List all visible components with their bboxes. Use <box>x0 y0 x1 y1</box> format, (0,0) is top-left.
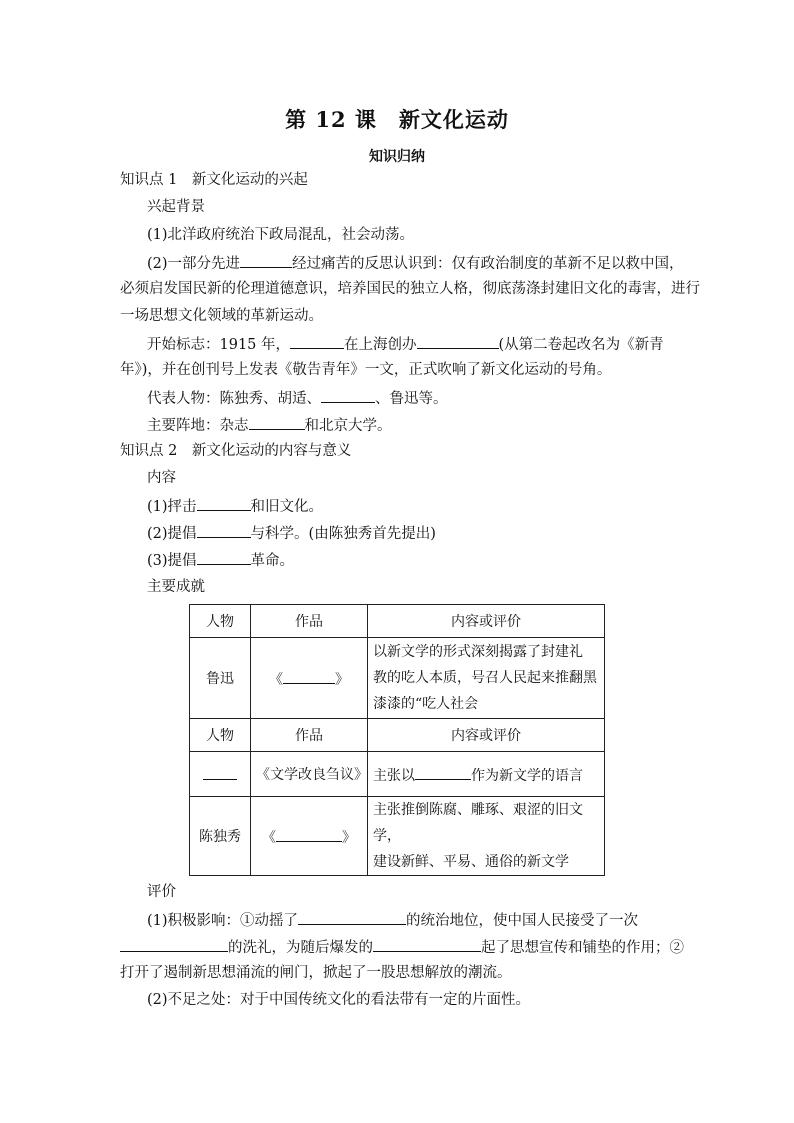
people-text-b: 、鲁迅等。 <box>375 391 448 407</box>
representatives <box>147 387 448 409</box>
background-item-1: (1)北洋政府统治下政局混乱，社会动荡。 <box>147 227 415 243</box>
person-chen: 陈独秀 <box>190 797 251 876</box>
start-text-a: 开始标志：1915 年， <box>147 337 291 353</box>
blank-journal[interactable] <box>249 414 305 430</box>
header-evaluation: 内容或评价 <box>368 719 605 752</box>
positive-impact-line2 <box>120 936 684 958</box>
book-open-mark: 《 <box>269 671 283 688</box>
blank-founder[interactable] <box>290 333 344 349</box>
content-item-1 <box>147 495 323 517</box>
c3-text-a: (3)提倡 <box>147 553 197 569</box>
work-hu: 《文学改良刍议》 <box>251 752 368 797</box>
header-person: 人物 <box>190 719 251 752</box>
kp2-heading: 知识点 2 新文化运动的内容与意义 <box>120 443 352 459</box>
blank-luxun-work[interactable] <box>283 668 335 684</box>
eval-luxun-line2: 教的吃人本质，号召人民起来推翻黑 <box>373 670 597 686</box>
eval-luxun-line1: 以新文学的形式深刻揭露了封建礼 <box>373 644 583 660</box>
pos-text-d: 起了思想宣传和铺垫的作用；② <box>481 940 684 956</box>
book-open-mark: 《 <box>262 829 276 846</box>
evaluation-luxun <box>368 638 605 719</box>
work-chen <box>251 797 368 876</box>
evaluation-hu <box>368 752 605 797</box>
eval-chen-line1: 主张推倒陈腐、雕琢、艰涩的旧文学， <box>373 802 583 844</box>
person-blank-cell <box>190 752 251 797</box>
c1-text-b: 和旧文化。 <box>250 499 324 515</box>
people-text-a: 代表人物：陈独秀、胡适、 <box>147 391 321 407</box>
book-close-mark: 》 <box>342 829 356 846</box>
kp1-heading: 知识点 1 新文化运动的兴起 <box>120 172 308 188</box>
section-subtitle: 知识归纳 <box>369 149 425 165</box>
evaluation-label: 评价 <box>147 884 176 900</box>
item2-text-a: (2)一部分先进 <box>147 256 241 272</box>
eval-hu-text-b: 作为新文学的语言 <box>471 767 583 784</box>
c2-text-b: 与科学。(由陈独秀首先提出) <box>250 526 436 542</box>
content-item-2 <box>147 522 436 544</box>
blank-revolution[interactable] <box>197 549 251 565</box>
item2-line2: 必须启发国民新的伦理道德意识，培养国民的独立人格，彻底荡涤封建旧文化的毒害，进行 <box>120 281 700 297</box>
blank-promote[interactable] <box>197 522 251 538</box>
main-base <box>147 414 392 436</box>
blank-hu-person[interactable] <box>203 764 237 780</box>
c3-text-b: 革命。 <box>250 553 295 569</box>
blank-attack[interactable] <box>197 495 251 511</box>
blank-language[interactable] <box>415 764 471 780</box>
background-label: 兴起背景 <box>147 199 205 215</box>
achievements-label: 主要成就 <box>147 579 205 595</box>
c2-text-a: (2)提倡 <box>147 526 197 542</box>
shortcomings: (2)不足之处：对于中国传统文化的看法带有一定的片面性。 <box>147 992 531 1008</box>
table-row <box>190 752 605 797</box>
blank-baptism[interactable] <box>120 936 228 952</box>
table-header-row <box>190 719 605 752</box>
blank-shaken[interactable] <box>298 909 406 925</box>
book-close-mark: 》 <box>335 671 349 688</box>
start-text-b: 在上海创办 <box>344 337 417 353</box>
blank-chen-work[interactable] <box>276 826 342 842</box>
blank-erupted[interactable] <box>373 936 481 952</box>
start-mark <box>147 333 664 355</box>
positive-impact-line3: 打开了遏制新思想涌流的闸门，掀起了一股思想解放的潮流。 <box>120 965 512 981</box>
start-mark-line2: 年》)，并在创刊号上发表《敬告青年》一文，正式吹响了新文化运动的号角。 <box>120 362 612 378</box>
header-work: 作品 <box>251 605 368 638</box>
achievements-table <box>189 604 605 876</box>
content-label: 内容 <box>147 470 176 486</box>
positive-impact <box>147 909 638 931</box>
pos-text-c: 的洗礼，为随后爆发的 <box>228 940 373 956</box>
eval-chen-line2: 建设新鲜、平易、通俗的新文学 <box>373 854 569 870</box>
pos-text-a: (1)积极影响：①动摇了 <box>147 913 299 929</box>
start-text-c: (从第二卷起改名为《新青 <box>498 337 664 353</box>
blank-person[interactable] <box>321 387 375 403</box>
header-person: 人物 <box>190 605 251 638</box>
blank-advanced[interactable] <box>240 252 292 268</box>
background-item-2 <box>147 252 684 274</box>
item2-text-b: 经过痛苦的反思认识到：仅有政治制度的革新不足以救中国， <box>292 256 684 272</box>
base-text-b: 和北京大学。 <box>304 418 392 434</box>
item2-line3: 一场思想文化领域的革新运动。 <box>120 308 323 324</box>
table-row <box>190 638 605 719</box>
pos-text-b: 的统治地位，使中国人民接受了一次 <box>406 913 639 929</box>
table-row <box>190 797 605 876</box>
eval-luxun-line3: 漆漆的“吃人社会 <box>373 696 479 712</box>
evaluation-chen <box>368 797 605 876</box>
blank-magazine[interactable] <box>417 333 499 349</box>
header-evaluation: 内容或评价 <box>368 605 605 638</box>
c1-text-a: (1)抨击 <box>147 499 197 515</box>
table-header-row <box>190 605 605 638</box>
page-title: 第 12 课 新文化运动 <box>285 107 509 132</box>
base-text-a: 主要阵地：杂志 <box>147 418 249 434</box>
work-luxun <box>251 638 368 719</box>
content-item-3 <box>147 549 294 571</box>
person-luxun: 鲁迅 <box>190 638 251 719</box>
eval-hu-text-a: 主张以 <box>373 767 415 784</box>
header-work: 作品 <box>251 719 368 752</box>
